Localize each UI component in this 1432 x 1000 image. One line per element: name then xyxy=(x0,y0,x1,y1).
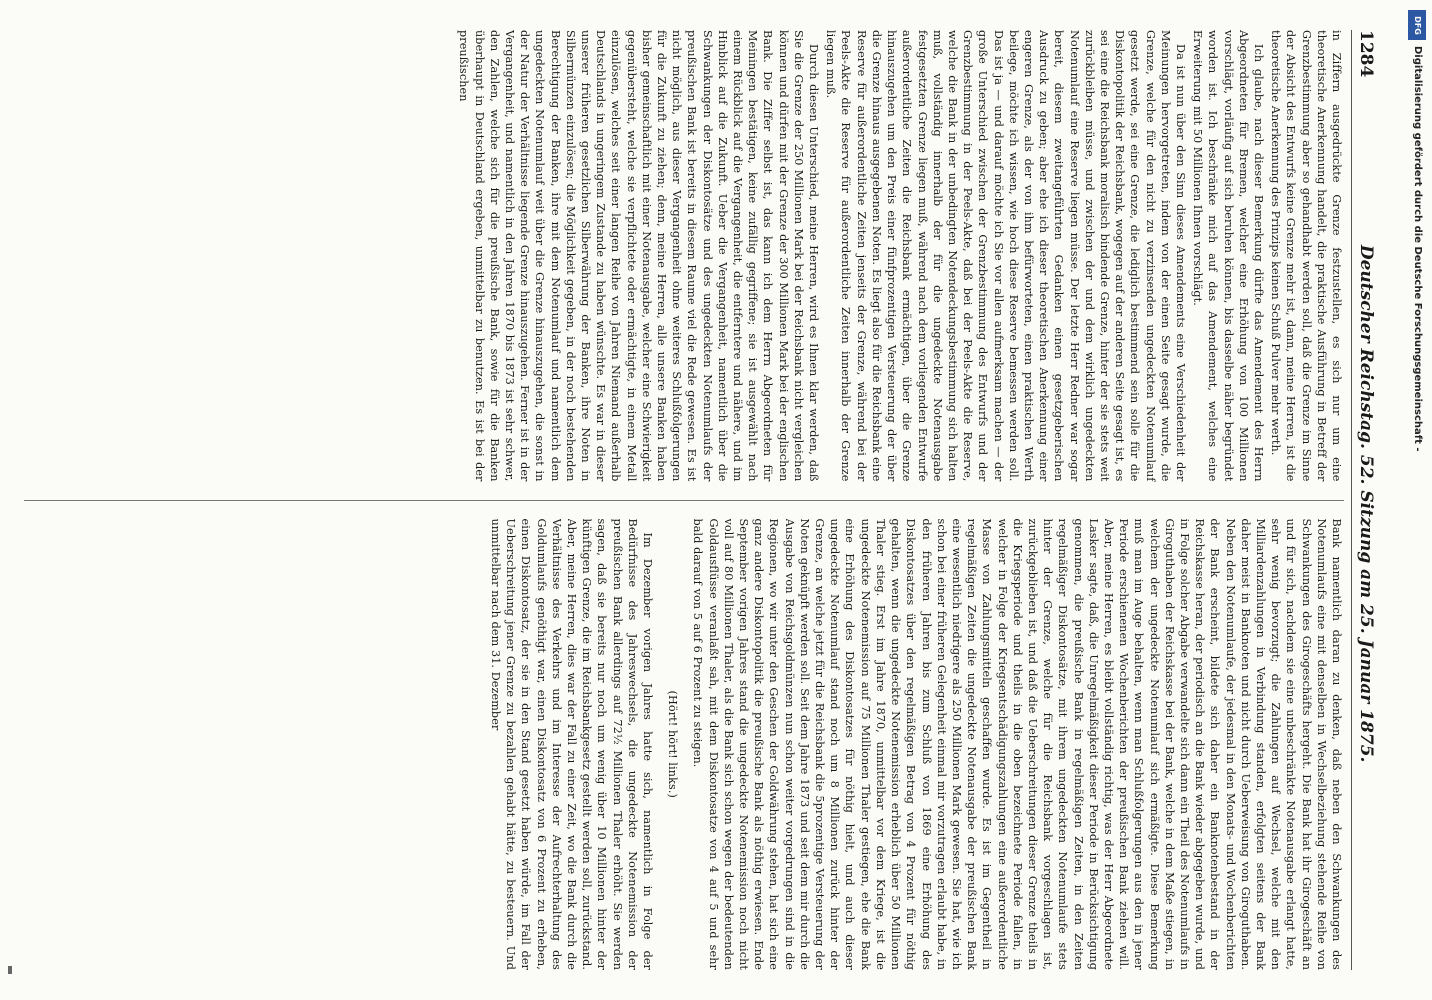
credit-sidebar xyxy=(1406,6,1428,994)
text-columns xyxy=(24,30,1344,970)
margin-mark xyxy=(8,966,12,974)
paragraph: (Hört! hört! links.) xyxy=(666,690,680,798)
text-column-left xyxy=(24,30,1344,482)
text-column-right xyxy=(24,519,1344,971)
credit-line: Digitalisierung gefördert durch die Deutsche Forschungsgemeinschaft - xyxy=(1412,46,1423,452)
paragraph: Bank namentlich daran zu denken, daß neben den Schwankungen des Notenumlaufs eine mit denselben in Wechselbeziehung stehende Reihe von Schwankungen des Girogeschäfts hergeht. Die Bank hat ihr Girogeschäft an und für sich, nachdem sie eine unbeschränkte Notenausgabe erlangt hatte, sehr wenig bevorzugt; die Zahlungen auf Wechsel, welche mit den Milliardenzahlungen in Verbindung standen, erfolgten seitens der Bank daher meist in Banknoten und nicht durch Ueberweisung von Giroguthaben. Neben den Notenumlaufe, der jedesmal in den Monats- und Wochenberichten der Bank erscheint, bildete sich daher ein Banknotenbestand in der Reichskasse heran, der periodisch an die Bank wieder abgegeben wurde, und in Folge solcher Abgabe verwandelte sich dann ein Theil des Notenumlaufs in Giroguthaben der Reichskasse bei der Bank, welche in dem Maße stiegen, in welchem der ungedeckte Notenumlauf sich ermäßigte. Diese Bemerkung muß man im Auge behalten, wenn man Schlußfolgerungen aus den in jener Periode erschienenen Wochenberichten der preußischen Bank ziehen will. Aber, meine Herren, es bleibt vollständig richtig, was der Herr Abgeordnete Lasker sagte, daß, die Unregelmäßigkeit dieser Periode in Berücksichtigung genommen, die preußische Bank in regelmäßigen Zeiten, in den Zeiten regelmäßiger Diskontosätze, mit ihrem ungedeckten Notenumlaufe stets hinter der Grenze, welche für die Reichsbank vorgeschlagen ist, zurückgeblieben ist, und daß die Ueberschreitungen dieser Grenze theils in die Kriegsperiode und theils in die oben bezeichnete Periode fallen, in welcher in Folge der Kriegsentschädigungszahlungen eine außerordentliche Masse von Zahlungsmitteln geschaffen wurde. Es ist im Gegentheil in regelmäßigen Zeiten die ungedeckte Notenausgabe der preußischen Bank eine wesentlich niedrigere als 250 Millionen Mark gewesen. Sie hat, wie ich schon bei einer früheren Gelegenheit einmal mir vorzutragen erlaubt habe, in den früheren Jahren bis zum Schluß von 1869 eine Erhöhung des Diskontosatzes über den regelmäßigen Betrag von 4 Prozent für nöthig gehalten, wenn die ungedeckte Notenemission erheblich über 50 Millionen Thaler stieg. Erst im Jahre 1870, unmittelbar vor dem Kriege, ist die ungedeckte Notenemission auf 75 Millionen Thaler gestiegen, ehe die Bank eine Erhöhung des Diskontosatzes für nöthig hielt, und auch dieser ungedeckte Notenumlauf stand noch um 8 Millionen zurück hinter der Grenze, an welche jetzt für die Reichsbank die 5prozentige Versteuerung der Noten geknüpft werden soll. Seit dem Jahre 1873 und seit dem mir durch die Ausgabe von Reichsgoldmünzen nun schon weiter vorgedrungen sind in die Regionen, wo wir unter den Geschen der Goldwährung stehen, hat sich eine ganz andere Diskontopolitik die preußische Bank als nöthig erwiesen. Ende September vorigen Jahres stand die ungedeckte Notenemission noch nicht voll auf 80 Millionen Thaler, als die Bank sich schon wegen der bedeutenden Goldausflüsse veranlaßt sah, mit dem Diskontosatze von 4 auf 5 und sehr bald darauf von 5 auf 6 Prozent zu steigen. xyxy=(691,518,1343,970)
page-header xyxy=(1351,30,1380,970)
page-number: 1284 xyxy=(1356,30,1376,78)
paragraph: Ich glaube, nach dieser Bemerkung dürfte das Amendement des Herrn Abgeordneten für Bremen, welcher eine Erhöhung von 100 Millionen vorschlägt, vorläufig auf sich beruhen können, bis dasselbe näher begründet worden ist. Ich beschränke mich auf das Amendement, welches eine Erweiterung mit 50 Millionen Ihnen vorschlägt. xyxy=(1191,30,1265,482)
paragraph: in Ziffern ausgedrückte Grenze festzustellen, es sich nur um eine theoretische Anerkennung handelt, die praktische Ausführung in Betreff der Grenzbestimmung aber so gehandhabt werden soll, daß die Grenze im Sinne der Absicht des Entwurfs keine Grenze mehr ist, dann, meine Herren, ist die theoretische Anerkennung des Prinzips keinen Schuß Pulver mehr werth. xyxy=(1269,30,1343,482)
rotated-content xyxy=(10,30,1380,970)
paragraph: Da ist nun über den Sinn dieses Amendements eine Verschiedenheit der Meinungen hervorgetreten, indem von der einen Seite gesagt wurde, die Grenze, welche für den nicht zu verzinsenden ungedeckten Notenumlauf gesetzt werde, sei eine Grenze, die lediglich bestimmend sein solle für die Diskontopolitik der Reichsbank, wogegen auf der anderen Seite gesagt ist, es sei eine die Reichsbank moralisch bindende Grenze, hinter der sie stets weit zurückbleiben müsse, und zwischen der und dem wirklich ungedeckten Notenumlauf eine Reserve liegen müsse. Der letzte Herr Redner war sogar bereit, diesem zweitangeführten Gedanken einen gesetzgeberischen Ausdruck zu geben; aber ehe ich dieser theoretischen Anerkennung einer engeren Grenze, als der von ihm befürworteten, einen praktischen Werth beilege, möchte ich wissen, wie hoch diese Reserve bemessen werden soll. Das ist ja — und darauf möchte ich Sie vor allen aufmerksam machen — der große Unterschied zwischen der Grenzbestimmung des Entwurfs und der Grenzbestimmung in der Peels-Akte, daß bei der Peels-Akte die Reserve, welche die Bank in der unbedingten Notendeckungsbestimmung sich halten muß, vollständig innerhalb der für die ungedeckte Notenausgabe festgesetzten Grenze liegen muß, während nach dem vorliegenden Entwurfe außerordentliche Zeiten die Reichsbank ermächtigen, über die Grenze hinauszugehen um den Preis einer fünfprozentigen Versteuerung der über die Grenze hinaus ausgegebenen Noten. Es liegt also für die Reichsbank eine Reserve für außerordentliche Zeiten jenseits der Grenze, während bei der Peels-Akte die Reserve für außerordentliche Zeiten innerhalb der Grenze liegen muß. xyxy=(824,30,1187,482)
page-title: Deutscher Reichstag. 52. Sitzung am 25. Januar 1875. xyxy=(1356,244,1376,763)
dfg-logo-icon: DFG xyxy=(1408,10,1426,40)
paragraph: Durch diesen Unterschied, meine Herren, wird es Ihnen klar werden, daß Sie die Grenze der 250 Millionen Mark bei der Reichsbank nicht vergleichen können und dürfen mit der Grenze der 300 Millionen Mark bei der englischen Bank. Die Ziffer selbst ist, das kann ich dem Herrn Abgeordneten für Meiningen bestätigen, keine zufällig gegriffene; sie ist ausgewählt nach einem Rückblick auf die Vergangenheit, die entferntere und nähere, und im Hinblick auf die Zukunft. Ueber die Vergangenheit, namentlich über die Schwankungen der Diskontosätze und des ungedeckten Notenumlaufs der preußischen Bank ist bereits in diesem Raume viel die Rede gewesen. Es ist nicht möglich, aus dieser Vergangenheit ohne weiteres Schlußfolgerungen für die Zukunft zu ziehen; denn, meine Herren, alle unsere Banken haben bisher gemeinschaftlich mit einer Notenausgabe, welcher eine Schwierigkeit gegenübersteht, welche sie verpflichtete oder ermächtigte, in einem Metall einzulösen, welches seit einer langen Reihe von Jahren Niemand außerhalb Deutschlands in ungeringem Zustande zu haben wünschte. Es war in dieser unserer früheren gesetzlichen Silberwährung der Banken, ihre Noten in Silbermünzen einzulösen; die Möglichkeit gegeben, in der noch bestehenden Berechtigung der Banken, ihre mit dem Notenumlauf und namentlich dem ungedeckten Notenumlauf weit über die Grenze hinauszugehen, die sonst in der Natur der Verhältnisse liegende Grenze hinauszugehen. Ferner ist in der Vergangenheit, und namentlich in den Jahren 1870 bis 1873 ist sehr schwer, den Zahlen, welche sich für die preußische Bank, sowie für die Banken überhaupt in Deutschland ergeben, unmittelbar zu benutzen. Es ist bei der preußischen xyxy=(457,30,821,482)
column-divider xyxy=(24,500,1344,501)
paragraph: Im Dezember vorigen Jahres hatte sich, namentlich in Folge der Bedürfnisse des Jahreswechsels, die ungedeckte Notenemission der preußischen Bank allerdings auf 72½ Millionen Thaler erhöht. Sie werden sagen, daß sie bereits nur noch um wenig über 10 Millionen hinter der künftigen Grenze, die im Reichsbankgesetz gestellt werden soll, zurückstand. Aber, meine Herren, dies war der Fall zu einer Zeit, wo die Bank durch die Verhältnisse des Verkehrs und im Interesse der Aufrechterhaltung des Goldumlaufs genöthigt war, einen Diskontosatz von 6 Prozent zu erheben, einen Diskontosatz, der sie in den Stand gesetzt haben würde, im Fall der Ueberschreitung jener Grenze zu bezahlen gehabt hätte, zu besteuern. Und unmittelbar nach dem 31. Dezember xyxy=(489,518,655,970)
